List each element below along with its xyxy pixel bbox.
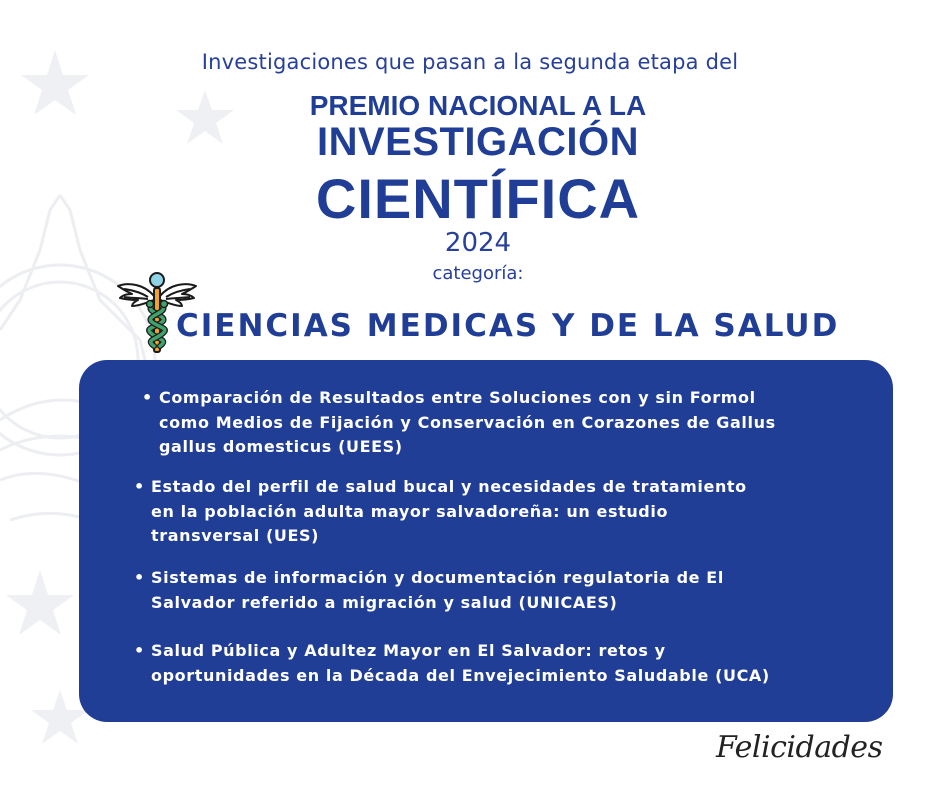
research-item [134,639,871,688]
category-label: categoría: [432,263,524,284]
research-item-line: oportunidades en la Década del Envejecimiento Saludable (UCA) [151,665,770,685]
bullet: • [134,477,145,496]
title-line-3: CIENTÍFICA [315,167,641,230]
research-item-line: gallus domesticus (UEES) [159,437,403,456]
research-item-line: en la población adulta mayor salvadoreña: un estudio [151,501,669,521]
subtitle: Investigaciones que pasan a la segunda etapa del [201,50,739,74]
research-item [142,386,859,460]
research-item [134,475,851,549]
year: 2024 [444,228,512,258]
research-item [134,566,851,615]
research-item-line: Estado del perfil de salud bucal y necesidades de tratamiento [151,477,747,496]
bullet: • [142,388,153,407]
category-title: CIENCIAS MEDICAS Y DE LA SALUD [176,308,840,344]
title-line-2: INVESTIGACIÓN [316,120,640,164]
signature-text: Felicidades [716,730,883,765]
bullet: • [134,568,145,587]
bullet: • [134,641,145,660]
title-line-1: PREMIO NACIONAL A LA [309,90,647,121]
research-item-line: Salvador referido a migración y salud (UNICAES) [151,592,618,612]
research-item-line: Salud Pública y Adultez Mayor en El Salvador: retos y [151,641,666,660]
research-item-line: Sistemas de información y documentación regulatoria de El [151,568,724,587]
research-item-line: transversal (UES) [151,526,320,545]
star-icon [6,570,74,635]
research-item-line: Comparación de Resultados entre Soluciones con y sin Formol [159,388,756,407]
research-item-line: como Medios de Fijación y Conservación en Corazones de Gallus [159,412,776,432]
